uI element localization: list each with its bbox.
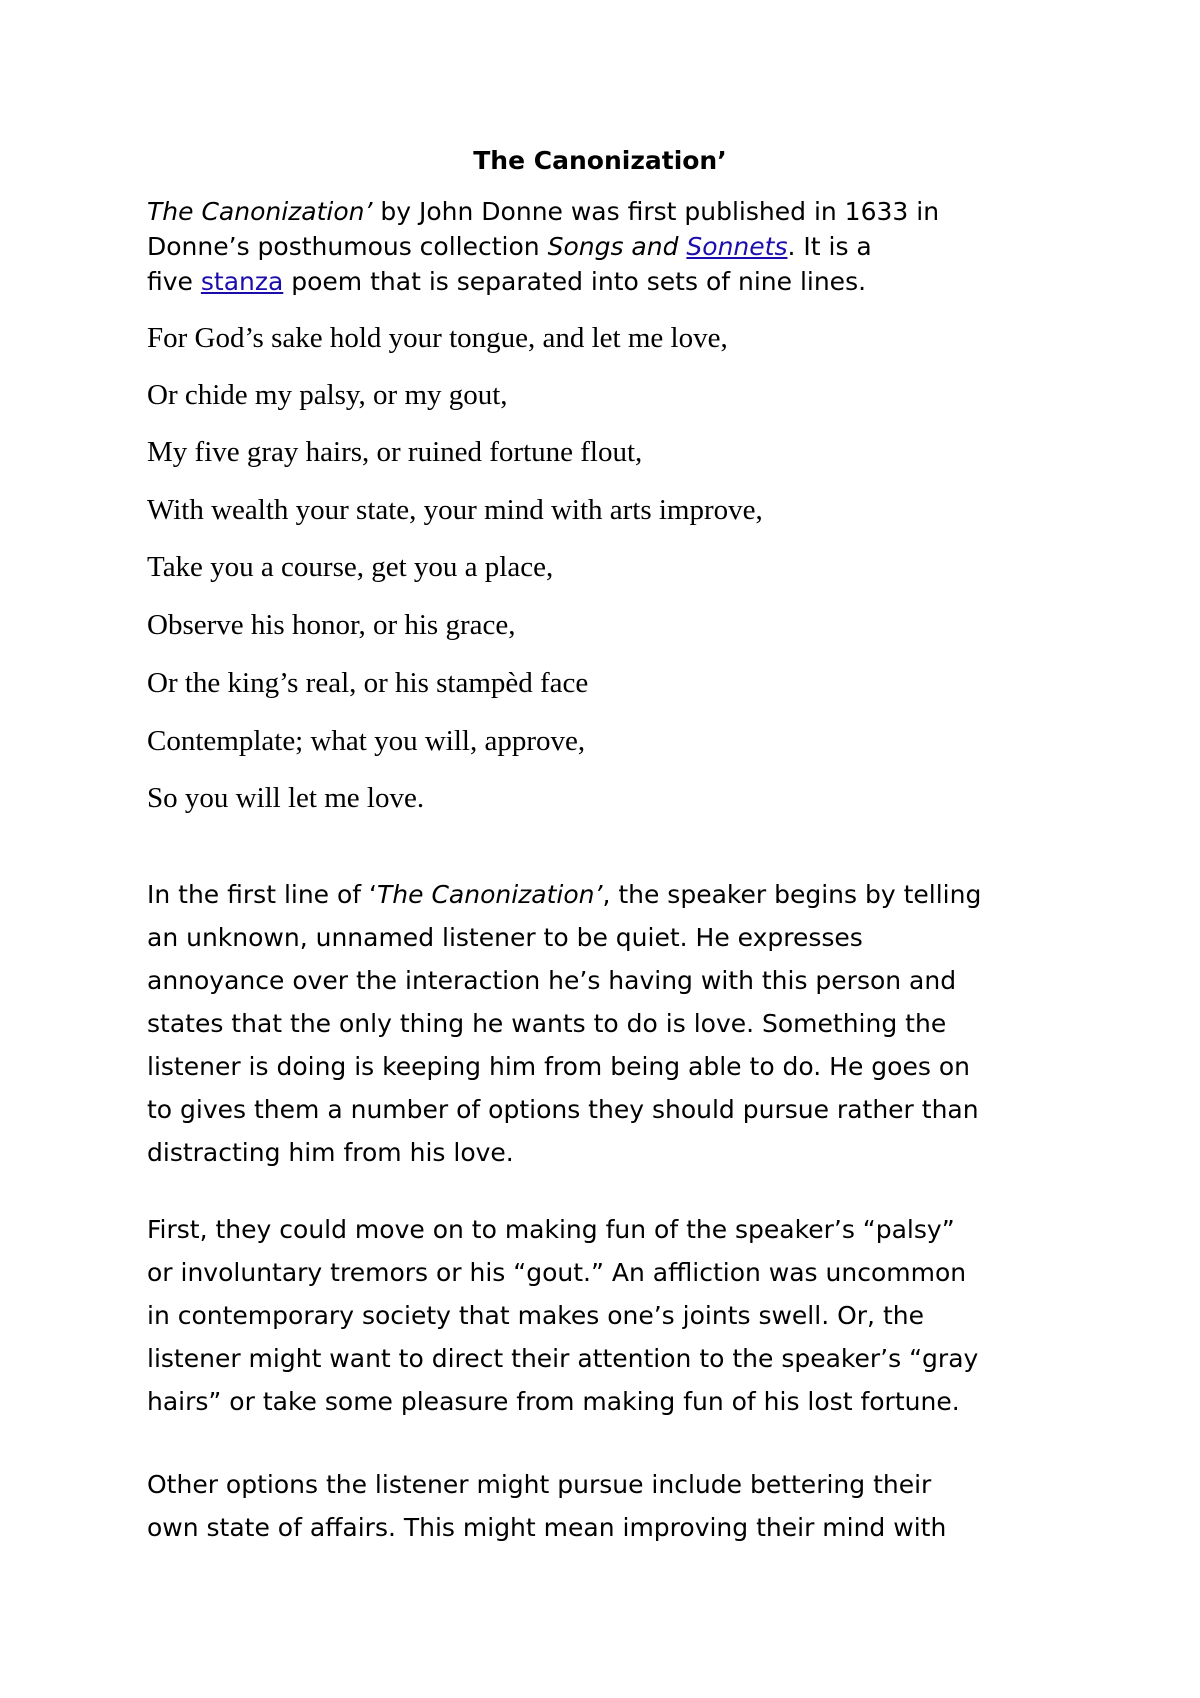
paragraph-line: states that the only thing he wants to do is love. Something the (147, 1009, 947, 1038)
paragraph-line: in contemporary society that makes one’s joints swell. Or, the (147, 1301, 924, 1330)
poem-line: Take you a course, get you a place, (147, 551, 554, 583)
poem-line: So you will let me love. (147, 782, 425, 814)
paragraph-line: Other options the listener might pursue include bettering their (147, 1470, 932, 1499)
stanza-link[interactable]: stanza (200, 267, 284, 296)
analysis-paragraph-2 (147, 1208, 1087, 1423)
intro-italic-title: The Canonization’ (147, 197, 373, 226)
document-title: The Canonization’ (473, 146, 727, 175)
paragraph-line: or involuntary tremors or his “gout.” An affliction was uncommon (147, 1258, 967, 1287)
poem-line: Or chide my palsy, or my gout, (147, 379, 508, 411)
intro-paragraph (147, 194, 1087, 299)
poem-line: Or the king’s real, or his stampèd face (147, 667, 589, 699)
paragraph-text: , the speaker begins by telling (602, 880, 982, 909)
analysis-paragraph-3 (147, 1463, 1087, 1549)
paragraph-line: listener is doing is keeping him from being able to do. He goes on (147, 1052, 970, 1081)
poem-line: My five gray hairs, or ruined fortune flout, (147, 436, 643, 468)
intro-text-2: Donne’s posthumous collection (147, 232, 548, 261)
paragraph-line: an unknown, unnamed listener to be quiet. He expresses (147, 923, 863, 952)
intro-text-3: . It is a (787, 232, 872, 261)
paragraph-line: to gives them a number of options they should pursue rather than (147, 1095, 979, 1124)
intro-text-1: by John Donne was first published in 1633 in (372, 197, 940, 226)
paragraph-line: own state of affairs. This might mean improving their mind with (147, 1513, 947, 1542)
intro-line-1 (147, 194, 1087, 229)
intro-italic-collection: Songs and (547, 232, 687, 261)
paragraph-text: In the first line of ‘ (147, 880, 377, 909)
poem-line: Contemplate; what you will, approve, (147, 725, 586, 757)
paragraph-line: listener might want to direct their attention to the speaker’s “gray (147, 1344, 979, 1373)
intro-text-4: five (147, 267, 201, 296)
poem-line: With wealth your state, your mind with arts improve, (147, 494, 763, 526)
poem-line: Observe his honor, or his grace, (147, 609, 516, 641)
paragraph-line: hairs” or take some pleasure from making fun of his lost fortune. (147, 1387, 960, 1416)
poem-line: For God’s sake hold your tongue, and let me love, (147, 322, 728, 354)
paragraph-italic-title: The Canonization’ (377, 880, 603, 909)
intro-text-5: poem that is separated into sets of nine lines. (283, 267, 867, 296)
intro-line-2 (147, 229, 1087, 264)
paragraph-line (147, 873, 1087, 916)
paragraph-line: First, they could move on to making fun of the speaker’s “palsy” (147, 1215, 955, 1244)
paragraph-line: annoyance over the interaction he’s having with this person and (147, 966, 957, 995)
intro-line-3 (147, 264, 1087, 299)
paragraph-line: distracting him from his love. (147, 1138, 514, 1167)
sonnets-link-label: Sonnets (686, 232, 788, 261)
analysis-paragraph-1 (147, 873, 1087, 1174)
sonnets-link[interactable] (686, 232, 787, 261)
